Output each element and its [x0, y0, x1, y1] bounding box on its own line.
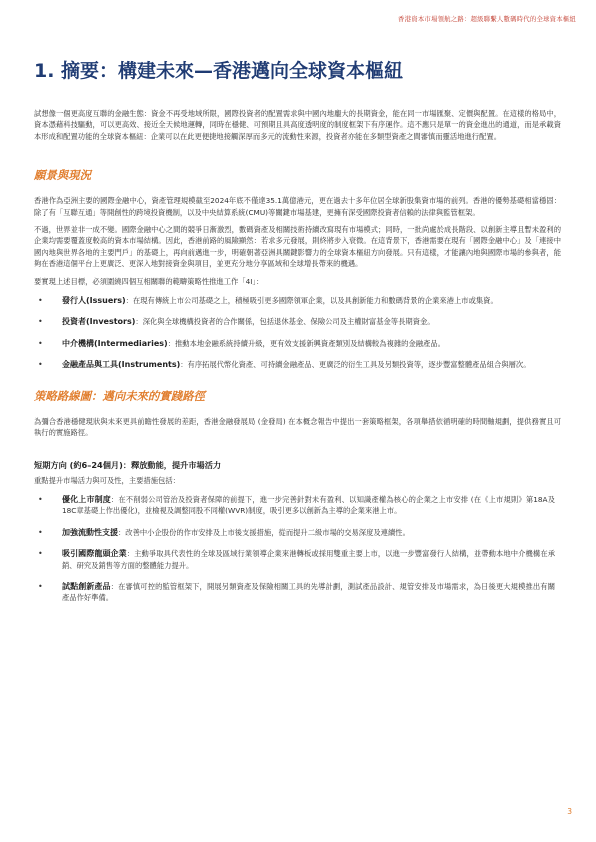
bullet-icon: • [38, 581, 43, 591]
list-item-term: 中介機構(Intermediaries) [62, 338, 168, 348]
vision-paragraph-3: 要實現上述目標，必須圍繞四個互相關聯的範疇策略性推進工作「4I」： [34, 276, 264, 286]
list-item-text: ：有序拓展代幣化資產、可持續金融產品、更廣泛的衍生工具及另類投資等，逐步豐富整體產品組合與層次。 [180, 360, 531, 370]
vision-paragraph-1: 香港作為亞洲主要的國際金融中心，資產管理規模截至2024年底不僅達35.1萬億港元，更在過去十多年位居全球新股集資市場的前列。香港的優勢基礎相當穩固：除了有「互聯互通」等開創性的跨境投資機制，以及中央結算系統(CMU)等關鍵市場基建，更擁有深受國際投資者信賴的法律與監管框架。 [34, 196, 561, 217]
list-item-term: 吸引國際龍頭企業 [62, 549, 127, 559]
bullet-icon: • [38, 296, 43, 306]
short-term-intro: 重點提升市場活力與可及性，主要措施包括： [34, 475, 180, 485]
bullet-icon: • [38, 338, 43, 348]
list-item-liquidity [38, 527, 561, 538]
section-heading-vision: 願景與現況 [34, 168, 91, 183]
list-item-instruments [38, 359, 561, 370]
page-title: 1. 摘要：構建未來—香港邁向全球資本樞紐 [34, 60, 404, 82]
list-item-pilot-products [38, 581, 561, 604]
list-item-text: ：推動本地金融系統持續升級，更有效支援新興資產類別及結構較為複雜的金融產品。 [167, 338, 445, 348]
bullet-icon: • [38, 549, 43, 559]
page-content [34, 58, 561, 614]
list-item-global-leaders [38, 548, 561, 571]
running-header: 香港資本市場領航之路：超級聯繫人數碼時代的全球資本樞紐 [398, 15, 576, 23]
short-term-heading: 短期方向 (約6–24個月)：釋放動能，提升市場活力 [34, 459, 222, 470]
vision-paragraph-2: 不過，世界並非一成不變。國際金融中心之間的競爭日漸激烈，數碼資產及相關技術持續改寫現有市場模式；同時，一批尚處於成長階段、以創新主導且暫未盈利的企業均需要覆蓋度較高的資本市場結構。因此，香港前路的風險顯然：若求多元發展，則終將步入衰微。在這背景下，香港需要在現有「國際金融中心」及「連接中國內地與世界各地的主要門戶」的基礎上，再向前邁進一步，明確朝著亞洲具關鍵影響力的全球資本樞紐方向發展。只有這樣，才能讓內地與國際市場的參與者，能夠在香港這個平台上更廣泛、更深入地對接資金與項目，並更充分地分享區域和全球增長帶來的機遇。 [34, 225, 561, 269]
bullet-icon: • [38, 317, 43, 327]
list-item-listing-regime [38, 494, 561, 517]
list-item-term: 加強流動性支援 [62, 527, 118, 537]
intro-paragraph: 試想像一個更高度互聯的金融生態：資金不再受地域所限，國際投資者的配置需求與中國內地龐大的長期資金，能在同一市場匯聚、定價與配置。在這樣的格局中，資本憑藉科技驅動，可以更高效、接近全天候地運轉，同時在穩健、可預期且具高度透明度的制度框架下有序運作。這不應只是單一的資金進出的通道，而是承載資本形成和配置功能的全球資本樞紐：企業可以在此更便捷地接觸深厚而多元的流動性來源，投資者亦能在多類型資產之間審慎而靈活地進行配置。 [34, 109, 561, 141]
list-item-text: ：在不削弱公司管治及投資者保障的前提下，進一步完善針對未有盈利、以知識產權為核心的企業之上市安排 (在《上市規則》第18A及18C章基礎上作出優化)，並檢視及調整同股不同權(WVR)制度，吸引更多以創新為主導的企業來港上市。 [62, 494, 555, 516]
bullet-icon: • [38, 494, 43, 504]
list-item-intermediaries [38, 338, 561, 349]
list-item-term: 優化上市制度 [62, 494, 111, 504]
list-item-text: ：主動爭取具代表性的全球及區域行業領導企業來港轉板或採用雙重主要上市，以進一步豐富發行人結構，並帶動本地中介機構在承銷、研究及銷售等方面的整體能力提升。 [62, 549, 556, 570]
list-item-term: 試點創新產品 [62, 581, 111, 591]
list-item-text: ：改善中小企股份的作市安排及上市後支援措施，從而提升二級市場的交易深度及連續性。 [118, 527, 410, 537]
list-item-text: ：在審慎可控的監管框架下，開展另類資產及保險相關工具的先導計劃，測試產品設計、規管安排及市場需求，為日後更大規模推出有關產品作好準備。 [62, 581, 556, 603]
list-item-term: 金融產品與工具(Instruments) [62, 360, 181, 370]
list-item-investors [38, 316, 561, 327]
list-item-issuers [38, 295, 561, 306]
bullet-icon: • [38, 360, 43, 370]
bullet-icon: • [38, 527, 43, 537]
list-item-text: ：深化與全球機構投資者的合作關係，包括退休基金、保險公司及主權財富基金等長期資金。 [135, 317, 435, 327]
section-heading-roadmap: 策略路線圖：邁向未來的實踐路徑 [34, 388, 205, 403]
roadmap-paragraph: 為彌合香港穩健現狀與未來更具前瞻性發展的差距，香港金融發展局 (金發局) 在本概念報告中提出一套策略框架，各項舉措依循明確的時間軸規劃，提供務實且可執行的實施路徑。 [34, 416, 561, 438]
list-item-term: 投資者(Investors) [62, 317, 136, 327]
four-i-list [34, 295, 561, 371]
short-term-list [34, 494, 561, 604]
list-item-text: ：在現有傳統上市公司基礎之上，積極吸引更多國際領軍企業，以及具創新能力和數碼背景的企業來港上市或集資。 [125, 296, 498, 306]
list-item-term: 發行人(Issuers) [62, 296, 126, 306]
page-number: 3 [567, 807, 572, 816]
